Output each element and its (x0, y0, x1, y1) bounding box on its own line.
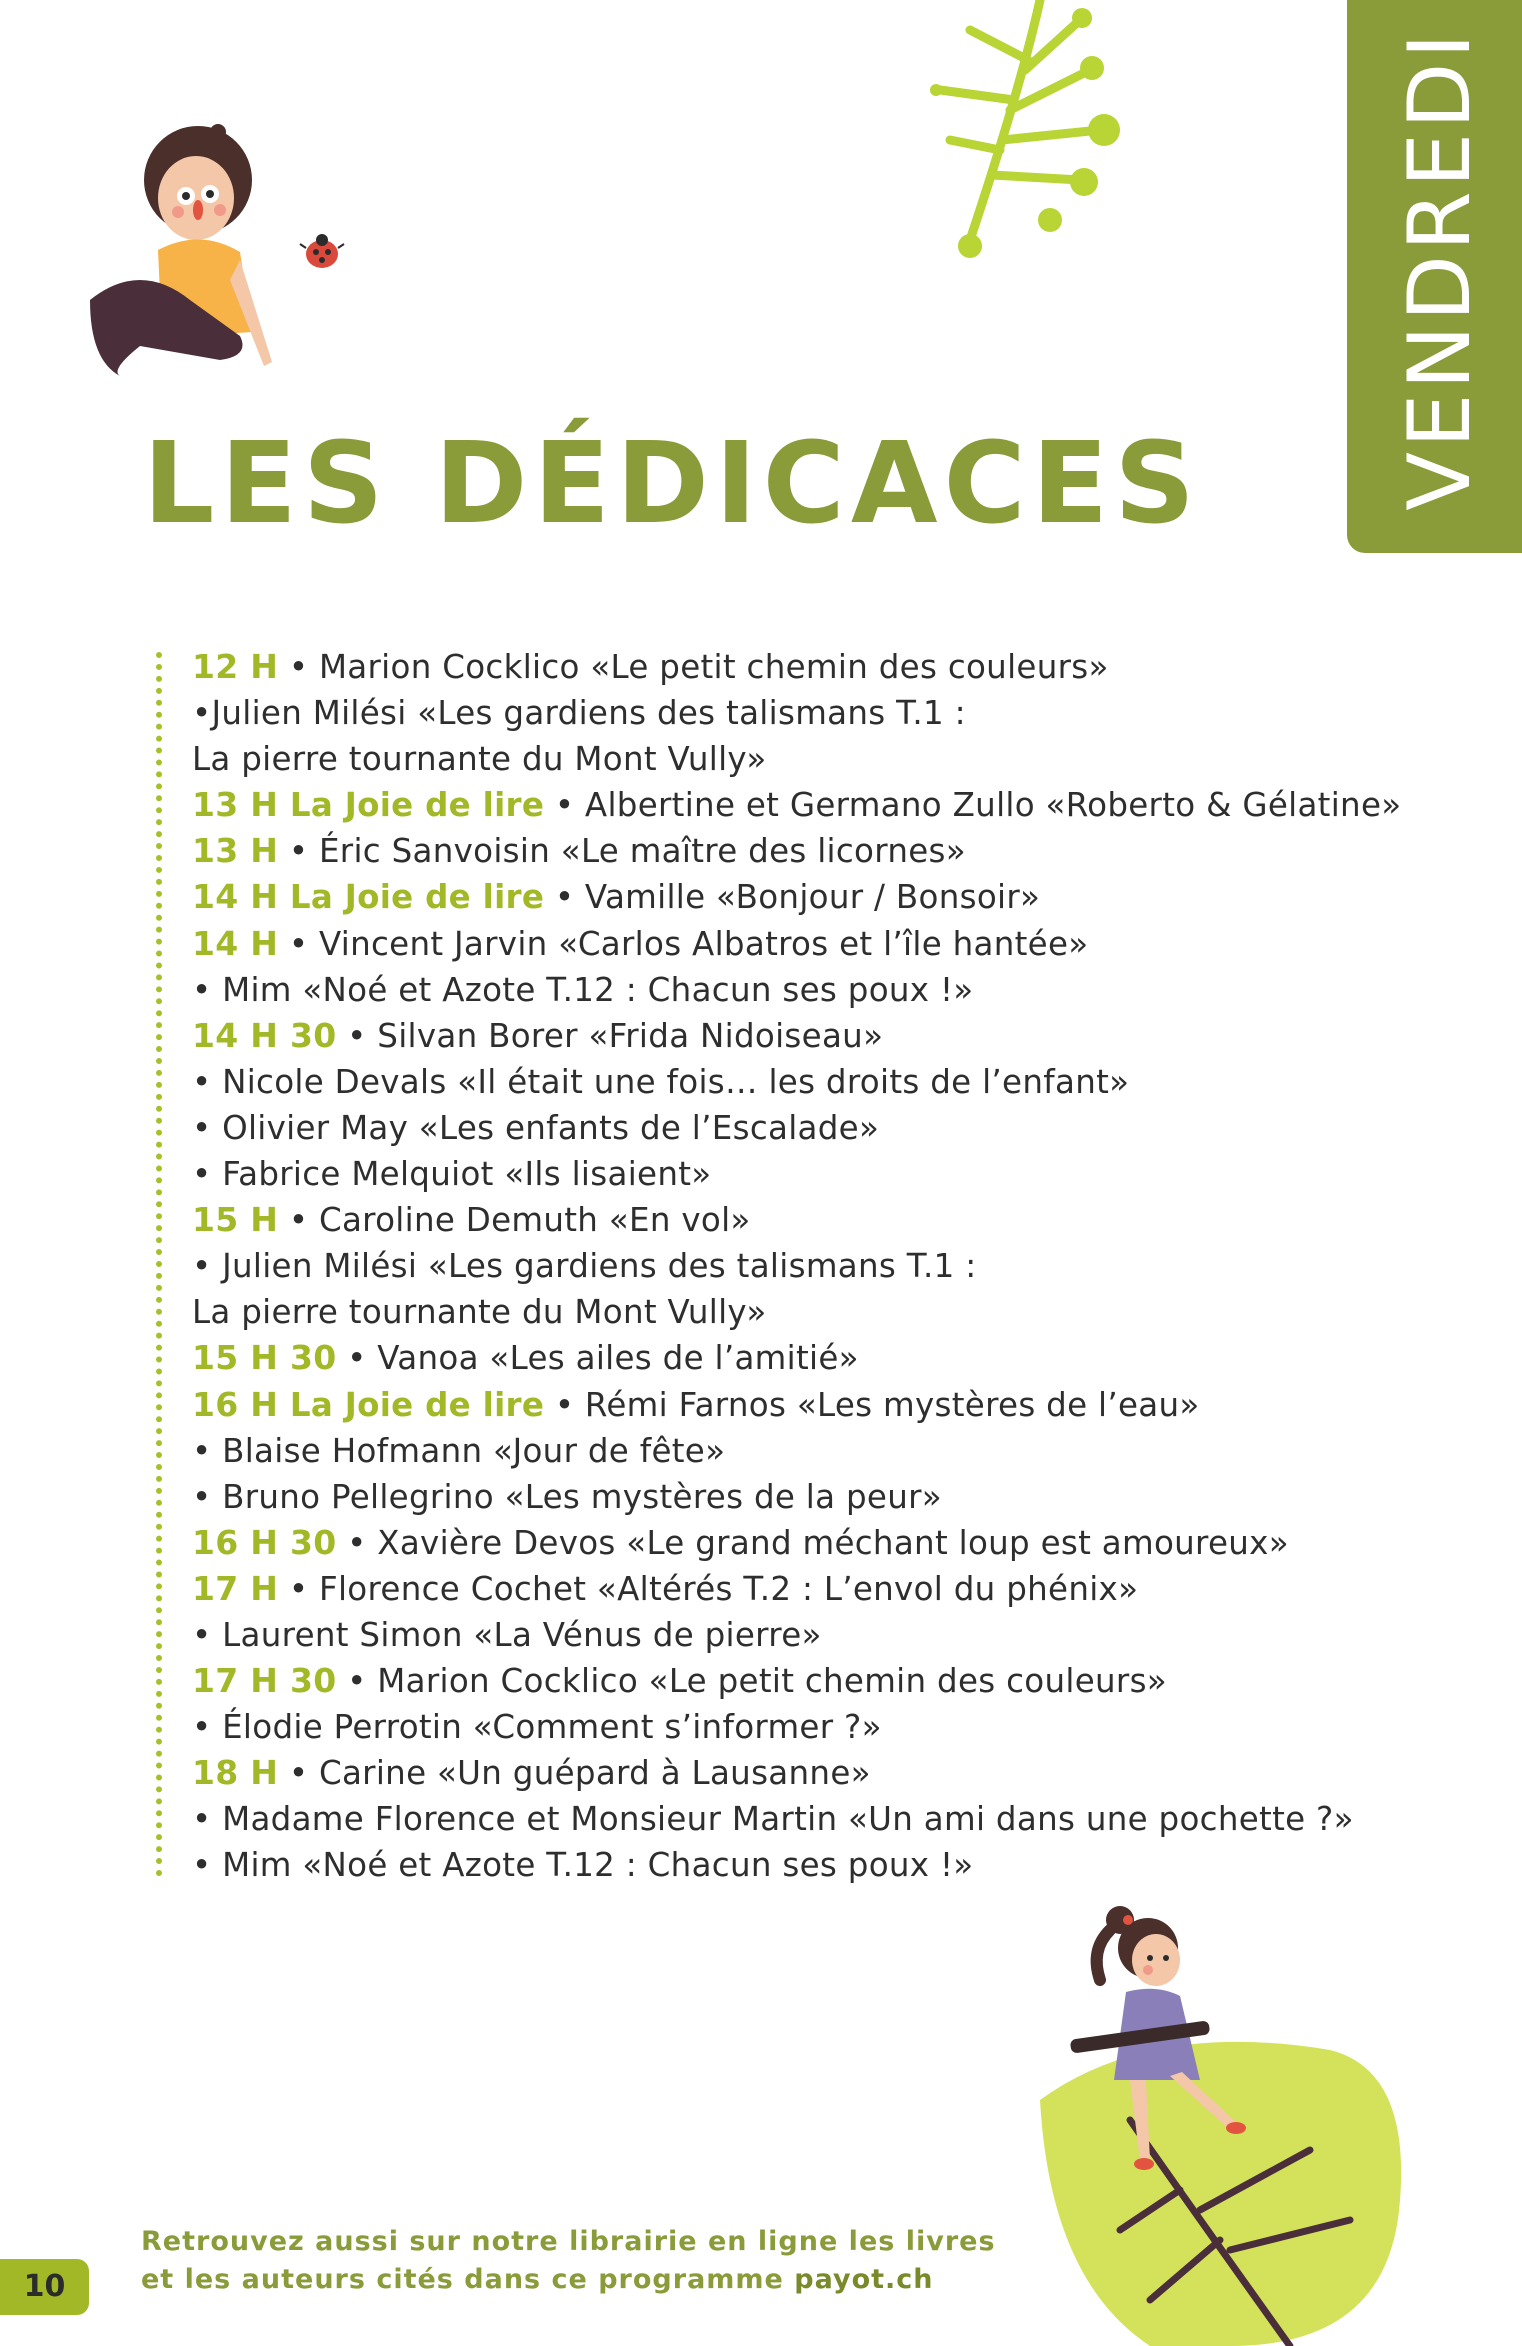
footer-line-1: Retrouvez aussi sur notre librairie en ligne les livres (141, 2226, 996, 2257)
ladybug-icon (298, 228, 346, 274)
footer-brand-link[interactable]: payot.ch (794, 2264, 934, 2295)
list-item (192, 1750, 1372, 1796)
day-label: VENDREDI (1390, 29, 1490, 511)
list-item (192, 874, 1372, 920)
entry-text: • Vanoa «Les ailes de l’amitié» (336, 1339, 859, 1378)
list-item (192, 644, 1372, 690)
time-label: 16 H (192, 1384, 279, 1424)
entry-text: • Mim «Noé et Azote T.12 : Chacun ses poux !» (192, 970, 974, 1009)
entry-text: • Carine «Un guépard à Lausanne» (278, 1754, 871, 1793)
entry-text: • Julien Milési «Les gardiens des talismans T.1 : (192, 1247, 977, 1286)
entry-text: • Bruno Pellegrino «Les mystères de la peur» (192, 1477, 942, 1516)
entry-text: • Silvan Borer «Frida Nidoiseau» (336, 1016, 884, 1055)
time-label: 12 H (192, 647, 279, 686)
time-label: 15 H (192, 1200, 279, 1240)
list-item (192, 690, 1372, 736)
list-item (192, 1658, 1372, 1704)
list-item (192, 1197, 1372, 1243)
time-label: 14 H (192, 877, 279, 917)
page-title: LES DÉDICACES (143, 419, 1201, 549)
list-item (192, 736, 1372, 782)
list-item (192, 1520, 1372, 1566)
list-item (192, 1474, 1372, 1520)
venue-label: La Joie de lire (278, 1385, 545, 1424)
entry-text: • Xavière Devos «Le grand méchant loup est amoureux» (336, 1523, 1289, 1562)
list-item (192, 967, 1372, 1013)
list-item (192, 1013, 1372, 1059)
entry-text: La pierre tournante du Mont Vully» (192, 740, 767, 779)
entry-text: • Olivier May «Les enfants de l’Escalade» (192, 1108, 880, 1147)
entry-text: • Rémi Farnos «Les mystères de l’eau» (544, 1385, 1200, 1424)
list-item (192, 1382, 1372, 1428)
list-item (192, 1612, 1372, 1658)
list-item (192, 921, 1372, 967)
time-label: 15 H 30 (192, 1338, 337, 1378)
entry-text: • Florence Cochet «Altérés T.2 : L’envol du phénix» (278, 1569, 1139, 1608)
list-item (192, 1796, 1372, 1842)
list-item (192, 1428, 1372, 1474)
time-label: 13 H (192, 831, 279, 871)
time-label: 17 H 30 (192, 1661, 337, 1701)
girl-on-leaf-illustration (1030, 1900, 1410, 2346)
list-item (192, 1289, 1372, 1335)
entry-text: • Mim «Noé et Azote T.12 : Chacun ses poux !» (192, 1846, 974, 1885)
signing-schedule (192, 644, 1402, 1889)
footer-line-2 (141, 2261, 996, 2299)
leaf-branch-illustration (910, 0, 1130, 280)
time-label: 14 H 30 (192, 1015, 337, 1055)
entry-text: • Vincent Jarvin «Carlos Albatros et l’île hantée» (278, 924, 1089, 963)
sitting-boy-illustration (80, 110, 300, 390)
entry-text: • Marion Cocklico «Le petit chemin des couleurs» (278, 648, 1109, 686)
entry-text: • Blaise Hofmann «Jour de fête» (192, 1431, 726, 1470)
entry-text: • Laurent Simon «La Vénus de pierre» (192, 1615, 822, 1654)
footer-note (141, 2223, 996, 2299)
dotted-divider (156, 652, 162, 1877)
page-number: 10 (0, 2259, 89, 2315)
list-item (192, 1842, 1372, 1888)
time-label: 14 H (192, 923, 279, 963)
entry-text: • Fabrice Melquiot «Ils lisaient» (192, 1155, 712, 1194)
time-label: 17 H (192, 1568, 279, 1608)
entry-text: • Nicole Devals «Il était une fois… les droits de l’enfant» (192, 1062, 1130, 1101)
list-item (192, 1059, 1372, 1105)
list-item (192, 1151, 1372, 1197)
list-item (192, 1704, 1372, 1750)
entry-text: La pierre tournante du Mont Vully» (192, 1293, 767, 1332)
list-item (192, 828, 1372, 874)
entry-text: • Élodie Perrotin «Comment s’informer ?» (192, 1708, 882, 1747)
time-label: 16 H 30 (192, 1522, 337, 1562)
entry-text: • Caroline Demuth «En vol» (278, 1201, 751, 1240)
footer-line-2-text: et les auteurs cités dans ce programme (141, 2264, 795, 2295)
entry-text: •Julien Milési «Les gardiens des talismans T.1 : (192, 694, 966, 733)
list-item (192, 1105, 1372, 1151)
list-item (192, 1243, 1372, 1289)
entry-text: • Éric Sanvoisin «Le maître des licornes» (278, 832, 966, 871)
entry-text: • Marion Cocklico «Le petit chemin des couleurs» (336, 1662, 1167, 1701)
entry-text: • Vamille «Bonjour / Bonsoir» (544, 878, 1041, 917)
venue-label: La Joie de lire (278, 786, 545, 825)
list-item (192, 1566, 1372, 1612)
list-item (192, 1335, 1372, 1381)
list-item (192, 782, 1402, 828)
entry-text: • Madame Florence et Monsieur Martin «Un ami dans une pochette ?» (192, 1800, 1354, 1839)
time-label: 18 H (192, 1753, 279, 1793)
time-label: 13 H (192, 785, 279, 825)
entry-text: • Albertine et Germano Zullo «Roberto & Gélatine» (544, 786, 1402, 825)
venue-label: La Joie de lire (278, 878, 545, 917)
